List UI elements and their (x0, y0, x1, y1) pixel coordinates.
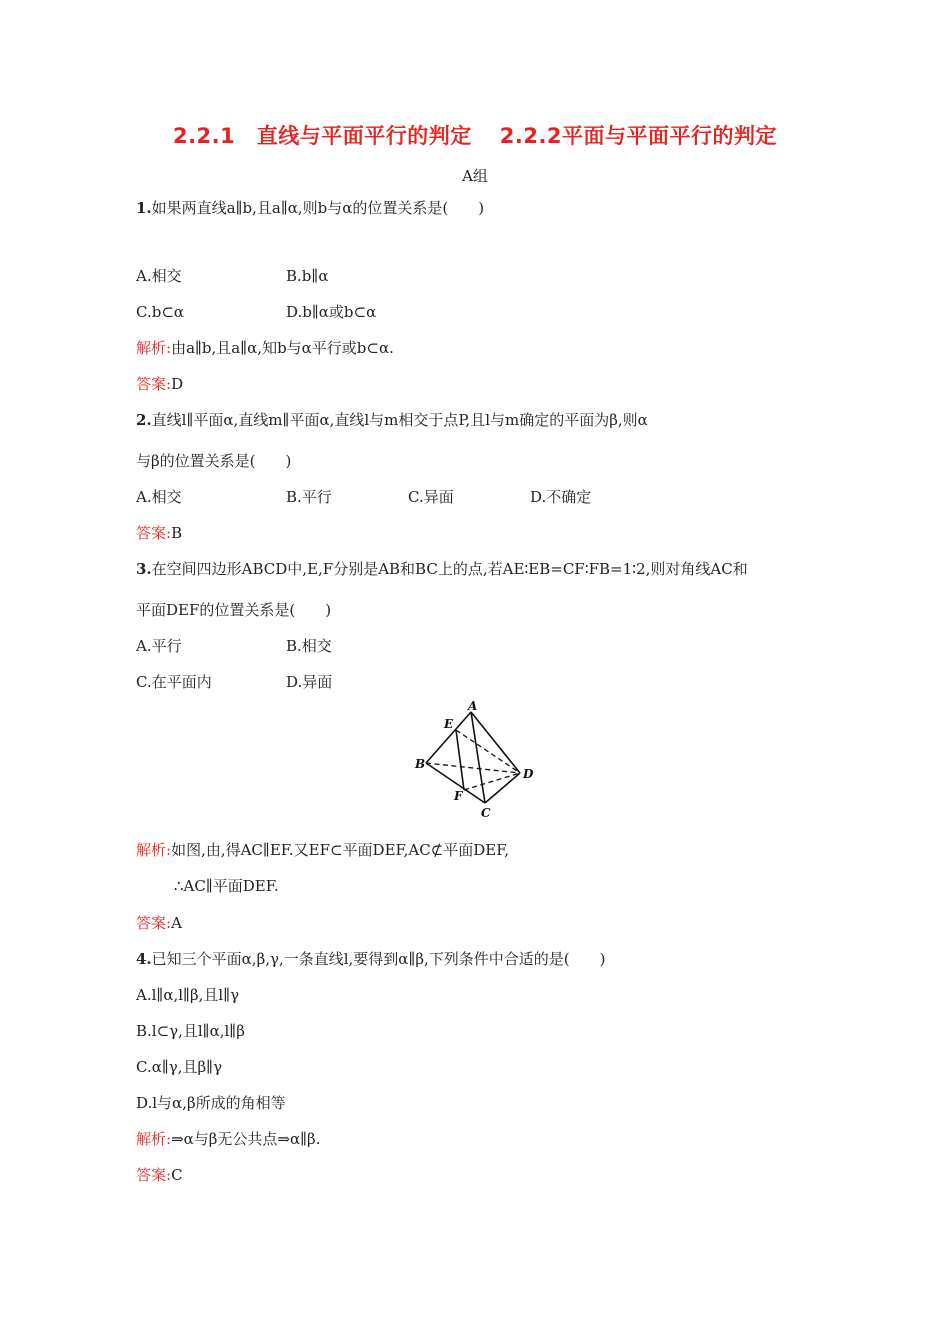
question-2-stem-line-2: 与β的位置关系是( ) (136, 452, 292, 470)
q3-analysis-line-2: ∴AC∥平面DEF. (174, 877, 279, 895)
question-2-number: 2. (136, 411, 152, 429)
question-2-stem-line-1: 2.直线l∥平面α,直线m∥平面α,直线l与m相交于点P,且l与m确定的平面为β,则α (136, 411, 648, 429)
q4-analysis: 解析:⇒α与β无公共点⇒α∥β. (136, 1130, 321, 1148)
edge-fd-dashed (464, 773, 520, 790)
q4-option-a: A.l∥α,l∥β,且l∥γ (136, 986, 240, 1004)
q1-option-a: A.相交 (136, 267, 182, 285)
q3-analysis-line-1: 解析:如图,由,得AC∥EF.又EF⊂平面DEF,AC⊄平面DEF, (136, 841, 510, 859)
q2-answer: 答案:B (136, 524, 183, 542)
edge-cd (485, 773, 520, 803)
q3-answer: 答案:A (136, 914, 182, 932)
vertex-label-c: C (481, 806, 491, 820)
tetrahedron-figure (410, 700, 550, 820)
analysis-label: 解析: (136, 1130, 172, 1148)
edge-ed-dashed (456, 730, 520, 773)
q3-option-b: B.相交 (286, 637, 332, 655)
title-part-1: 2.2.1 直线与平面平行的判定 (172, 124, 472, 148)
question-3-stem-line-2: 平面DEF的位置关系是( ) (136, 601, 332, 619)
vertex-label-f: F (454, 789, 463, 803)
vertex-label-a: A (468, 700, 478, 713)
q3-option-d: D.异面 (286, 673, 333, 691)
question-4-number: 4. (136, 950, 152, 968)
q4-answer: 答案:C (136, 1166, 183, 1184)
q1-analysis: 解析:由a∥b,且a∥α,知b与α平行或b⊂α. (136, 339, 394, 357)
q3-option-c: C.在平面内 (136, 673, 212, 691)
question-4-stem: 4.已知三个平面α,β,γ,一条直线l,要得到α∥β,下列条件中合适的是( ) (136, 950, 606, 968)
edge-bd-dashed (426, 763, 520, 773)
vertex-label-b: B (415, 757, 426, 771)
question-3-number: 3. (136, 560, 152, 578)
group-label: A组 (462, 167, 488, 185)
analysis-label: 解析: (136, 841, 172, 859)
answer-label: 答案: (136, 914, 172, 932)
q2-option-a: A.相交 (136, 488, 182, 506)
q2-option-b: B.平行 (286, 488, 332, 506)
answer-label: 答案: (136, 375, 172, 393)
q4-option-d: D.l与α,β所成的角相等 (136, 1094, 286, 1112)
question-1-stem: 1.如果两直线a∥b,且a∥α,则b与α的位置关系是( ) (136, 199, 485, 217)
vertex-label-d: D (523, 767, 534, 781)
answer-label: 答案: (136, 1166, 172, 1184)
q4-option-c: C.α∥γ,且β∥γ (136, 1058, 223, 1076)
q1-answer: 答案:D (136, 375, 184, 393)
q1-option-c: C.b⊂α (136, 303, 185, 321)
q1-option-b: B.b∥α (286, 267, 329, 285)
question-3-stem-line-1: 3.在空间四边形ABCD中,E,F分别是AB和BC上的点,若AE∶EB=CF∶FB=1∶2,则对角线AC和 (136, 560, 748, 578)
q2-option-c: C.异面 (408, 488, 454, 506)
title-part-2: 2.2.2平面与平面平行的判定 (499, 124, 778, 148)
q1-option-d: D.b∥α或b⊂α (286, 303, 377, 321)
page-title (0, 120, 950, 150)
q3-option-a: A.平行 (136, 637, 182, 655)
q2-option-d: D.不确定 (530, 488, 592, 506)
question-1-number: 1. (136, 199, 152, 217)
edge-ef (456, 730, 464, 790)
analysis-label: 解析: (136, 339, 172, 357)
vertex-label-e: E (444, 717, 454, 731)
q4-option-b: B.l⊂γ,且l∥α,l∥β (136, 1022, 245, 1040)
answer-label: 答案: (136, 524, 172, 542)
